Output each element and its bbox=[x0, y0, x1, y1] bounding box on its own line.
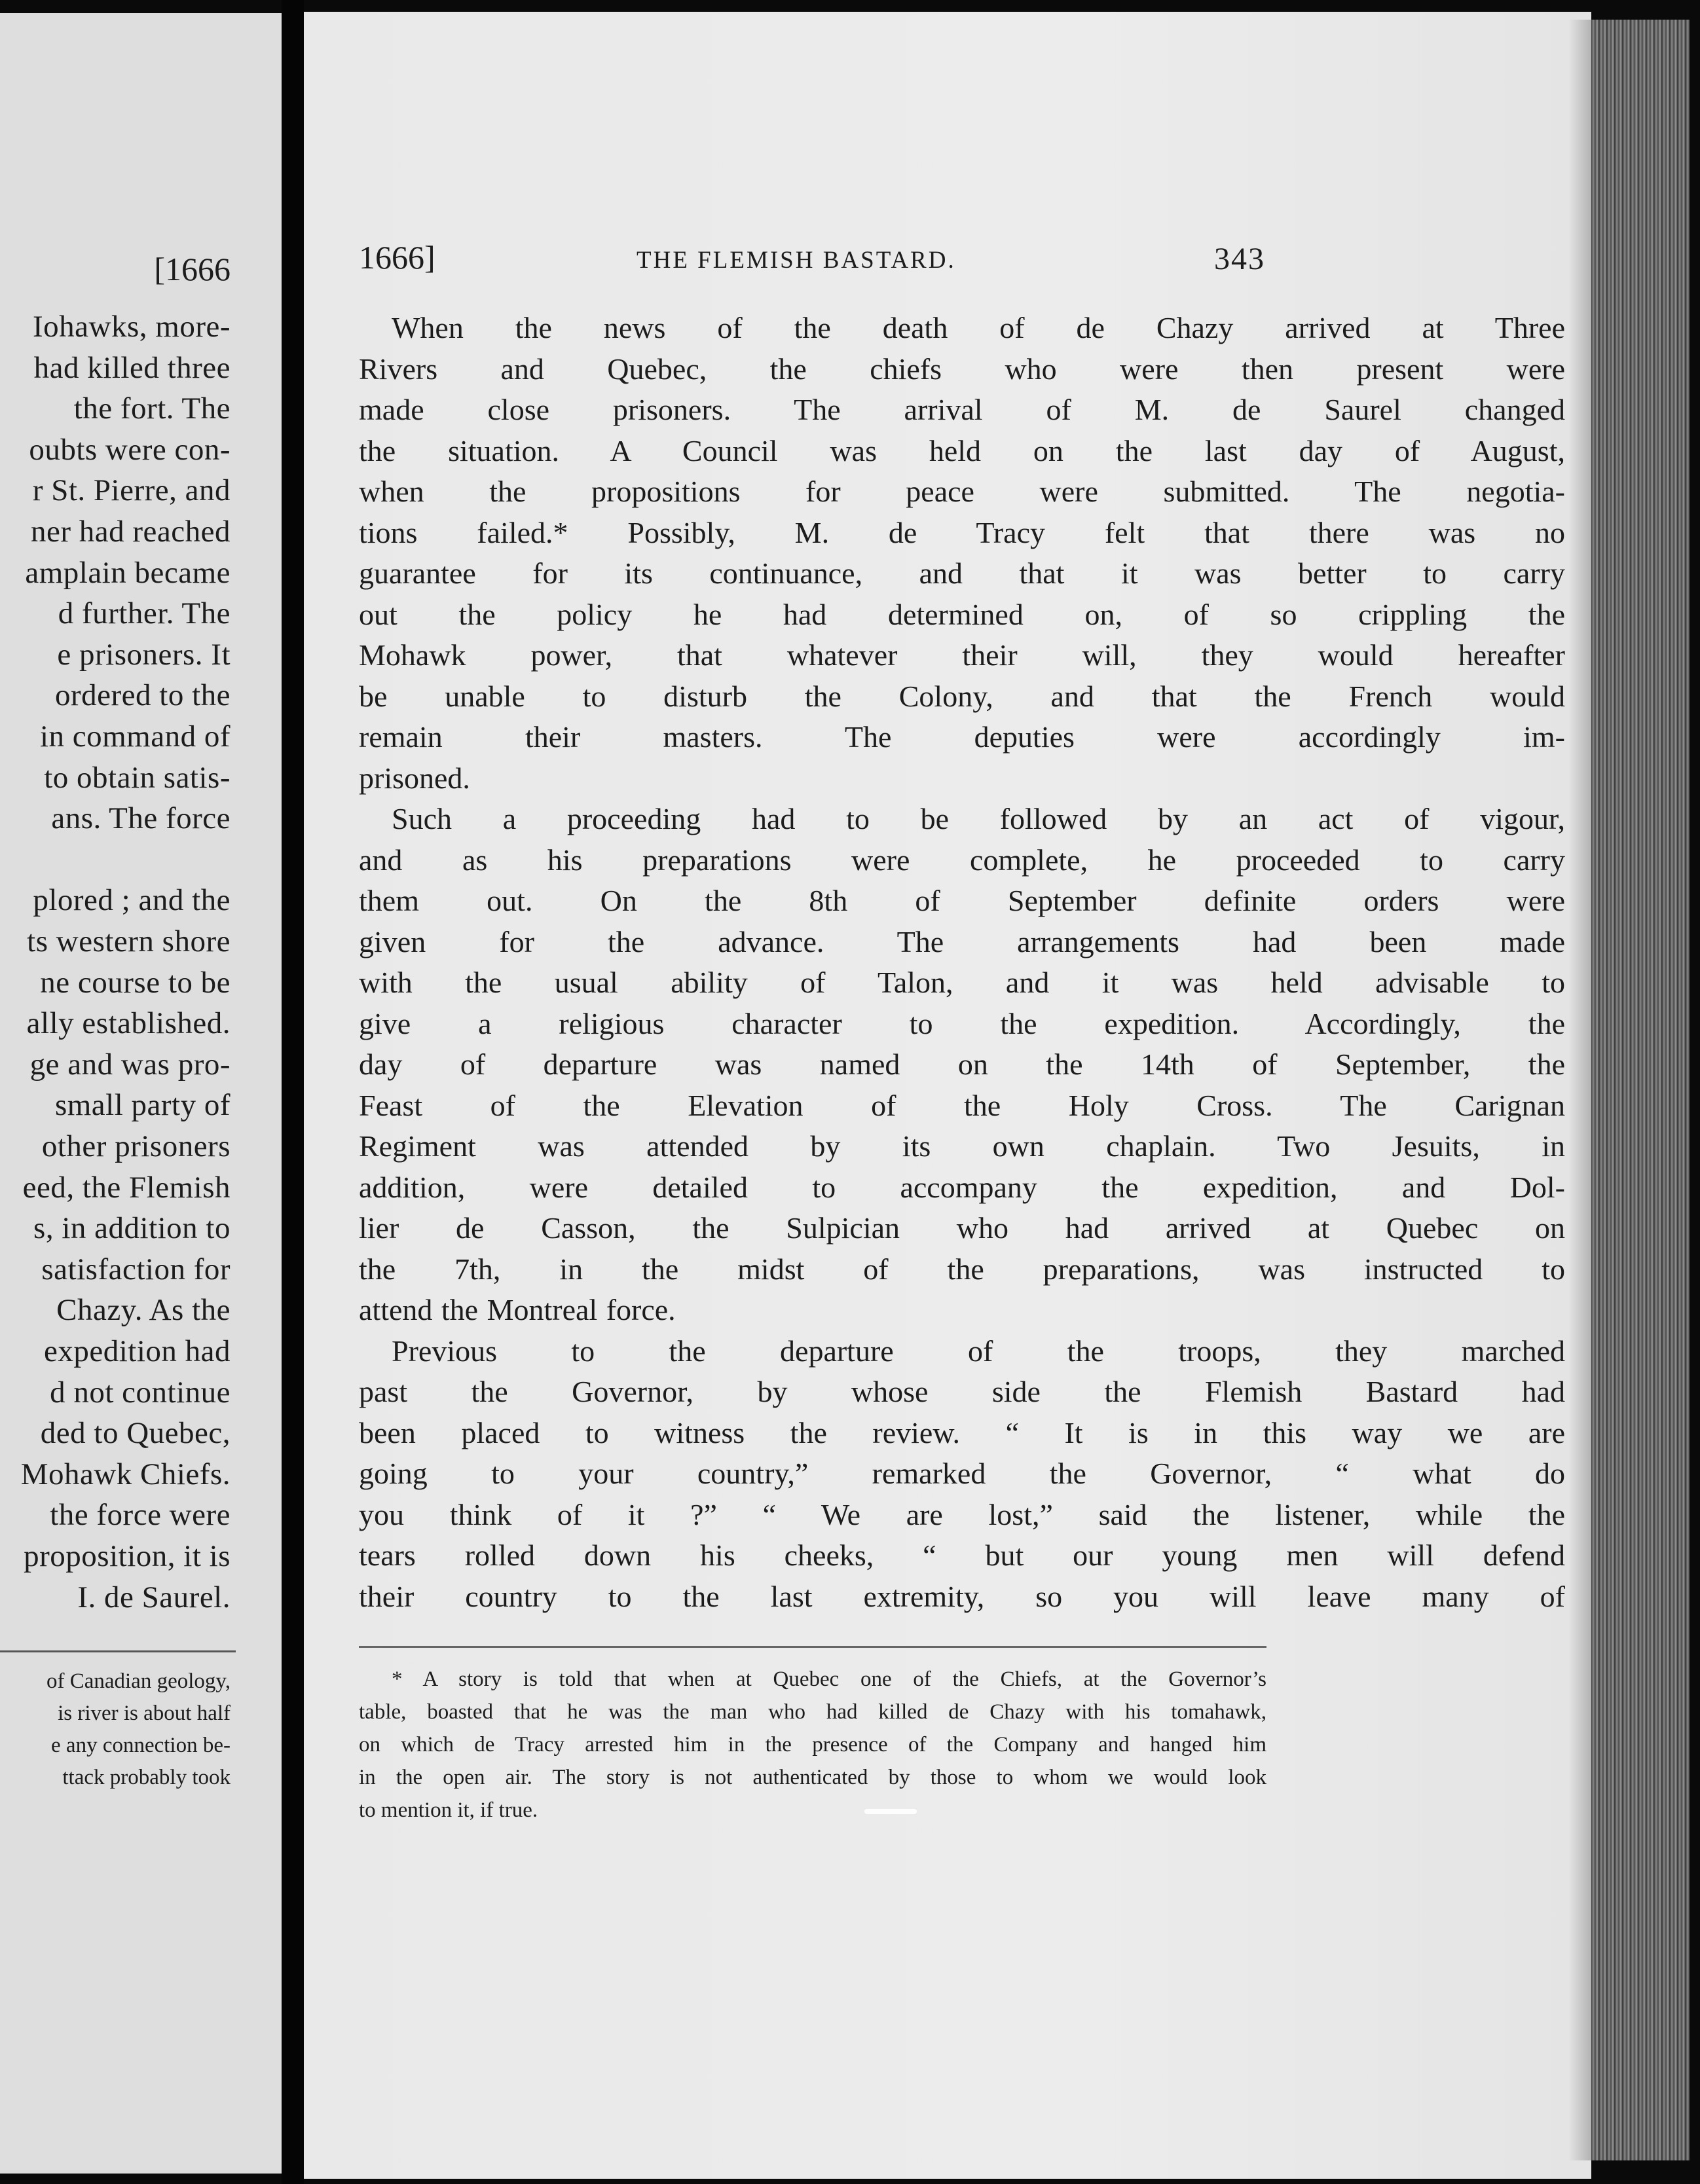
text-line: you think of it ?” “ We are lost,” said the listener, while the bbox=[359, 1497, 1565, 1531]
text-line: Previous to the departure of the troops, they marched bbox=[392, 1334, 1565, 1368]
text-line: past the Governor, by whose side the Flemish Bastard had bbox=[359, 1375, 1565, 1408]
left-text-line: had killed three bbox=[33, 350, 231, 385]
text-line: out the policy he had determined on, of so crippling the bbox=[359, 597, 1565, 631]
body-text bbox=[359, 308, 1565, 1617]
left-text-line: other prisoners bbox=[41, 1129, 231, 1163]
left-text-line: Iohawks, more- bbox=[33, 310, 231, 344]
left-text-line: to obtain satis- bbox=[44, 760, 231, 795]
text-line: prisoned. bbox=[359, 761, 470, 795]
left-text-line: r St. Pierre, and bbox=[32, 473, 231, 508]
book-gutter bbox=[282, 0, 304, 2184]
left-text-line: ans. The force bbox=[51, 801, 231, 836]
footnote-line: table, boasted that he was the man who had killed de Chazy with his tomahawk, bbox=[359, 1700, 1266, 1724]
left-text-line: plored ; and the bbox=[33, 883, 231, 918]
scan-smudge bbox=[864, 1809, 917, 1814]
left-text-line: ally established. bbox=[26, 1006, 231, 1041]
footnote-line: on which de Tracy arrested him in the presence of the Company and hanged him bbox=[359, 1733, 1266, 1756]
text-line: when the propositions for peace were submitted. The negotia- bbox=[359, 475, 1565, 508]
text-line: be unable to disturb the Colony, and that the French would bbox=[359, 679, 1565, 713]
text-line: attend the Montreal force. bbox=[359, 1293, 676, 1326]
text-line: give a religious character to the expedition. Accordingly, the bbox=[359, 1006, 1565, 1040]
text-line: When the news of the death of de Chazy arrived at Three bbox=[392, 311, 1565, 344]
text-line: been placed to witness the review. “ It is in this way we are bbox=[359, 1415, 1565, 1449]
left-text-line: Chazy. As the bbox=[56, 1293, 231, 1328]
running-head-title: THE FLEMISH BASTARD. bbox=[637, 247, 956, 274]
text-line: the 7th, in the midst of the preparations, was instructed to bbox=[359, 1252, 1565, 1286]
left-footnote-line: ttack probably took bbox=[62, 1766, 231, 1789]
right-page bbox=[304, 12, 1591, 2179]
left-text-line: the fort. The bbox=[73, 391, 231, 426]
left-footnote-line: is river is about half bbox=[58, 1702, 231, 1725]
text-line: with the usual ability of Talon, and it was held advisable to bbox=[359, 966, 1565, 999]
left-text-line: oubts were con- bbox=[29, 432, 231, 467]
left-running-head: [1666 bbox=[154, 251, 231, 287]
text-line: day of departure was named on the 14th of September, the bbox=[359, 1047, 1565, 1081]
left-text-line: e prisoners. It bbox=[57, 637, 231, 672]
text-line: Such a proceeding had to be followed by an act of vigour, bbox=[392, 802, 1565, 835]
left-text-line: the force were bbox=[50, 1498, 231, 1533]
text-line: addition, were detailed to accompany the expedition, and Dol- bbox=[359, 1170, 1565, 1204]
left-text-line: ner had reached bbox=[31, 515, 231, 549]
text-line: Rivers and Quebec, the chiefs who were then present were bbox=[359, 352, 1565, 386]
text-line: the situation. A Council was held on the last day of August, bbox=[359, 433, 1565, 467]
left-footnote-rule bbox=[0, 1650, 236, 1652]
page-edges bbox=[1591, 20, 1690, 2160]
left-text-line: ordered to the bbox=[54, 678, 231, 713]
left-text-line: eed, the Flemish bbox=[22, 1170, 231, 1205]
text-line: guarantee for its continuance, and that it was better to carry bbox=[359, 556, 1565, 590]
left-text-line: ge and was pro- bbox=[29, 1047, 231, 1082]
left-text-line: expedition had bbox=[43, 1334, 231, 1368]
page-curl-shadow bbox=[1568, 20, 1595, 2160]
footnote-line: in the open air. The story is not authenticated by those to whom we would look bbox=[359, 1766, 1266, 1789]
footnote-line: to mention it, if true. bbox=[359, 1798, 538, 1822]
page-number: 343 bbox=[1214, 242, 1265, 276]
left-footnote-line: of Canadian geology, bbox=[46, 1669, 231, 1693]
left-text-line: d not continue bbox=[50, 1375, 231, 1410]
running-head bbox=[304, 238, 1591, 284]
left-text-line: I. de Saurel. bbox=[77, 1580, 231, 1614]
text-line: Regiment was attended by its own chaplain. Two Jesuits, in bbox=[359, 1129, 1565, 1163]
left-text-line: ded to Quebec, bbox=[40, 1416, 231, 1451]
left-text-line: ts western shore bbox=[27, 924, 231, 958]
text-line: Feast of the Elevation of the Holy Cross. The Carignan bbox=[359, 1088, 1565, 1122]
text-line: remain their masters. The deputies were accordingly im- bbox=[359, 720, 1565, 754]
text-line: tions failed.* Possibly, M. de Tracy felt that there was no bbox=[359, 515, 1565, 549]
left-text-line: in command of bbox=[39, 719, 231, 754]
text-line: given for the advance. The arrangements had been made bbox=[359, 924, 1565, 958]
running-head-year: 1666] bbox=[359, 239, 435, 276]
left-text-line: ne course to be bbox=[40, 965, 231, 1000]
left-page-fragment bbox=[0, 13, 282, 2174]
left-footnote-line: e any connection be- bbox=[51, 1734, 231, 1757]
footnote-rule bbox=[359, 1646, 1266, 1648]
text-line: and as his preparations were complete, he proceeded to carry bbox=[359, 843, 1565, 877]
text-line: made close prisoners. The arrival of M. de Saurel changed bbox=[359, 393, 1565, 426]
text-line: lier de Casson, the Sulpician who had arrived at Quebec on bbox=[359, 1211, 1565, 1245]
left-text-line: proposition, it is bbox=[24, 1539, 231, 1573]
left-text-line: small party of bbox=[54, 1088, 231, 1123]
footnote bbox=[359, 1663, 1266, 1827]
left-text-line: d further. The bbox=[58, 596, 231, 631]
left-text-line: amplain became bbox=[25, 555, 231, 590]
left-text-line: Mohawk Chiefs. bbox=[20, 1457, 231, 1491]
footnote-line: * A story is told that when at Quebec one of the Chiefs, at the Governor’s bbox=[392, 1667, 1266, 1691]
text-line: them out. On the 8th of September definite orders were bbox=[359, 884, 1565, 917]
left-text-line: s, in addition to bbox=[33, 1211, 231, 1246]
text-line: Mohawk power, that whatever their will, they would hereafter bbox=[359, 638, 1565, 672]
text-line: going to your country,” remarked the Governor, “ what do bbox=[359, 1457, 1565, 1490]
text-line: their country to the last extremity, so you will leave many of bbox=[359, 1579, 1565, 1613]
left-text-line: satisfaction for bbox=[41, 1252, 231, 1286]
text-line: tears rolled down his cheeks, “ but our young men will defend bbox=[359, 1538, 1565, 1572]
